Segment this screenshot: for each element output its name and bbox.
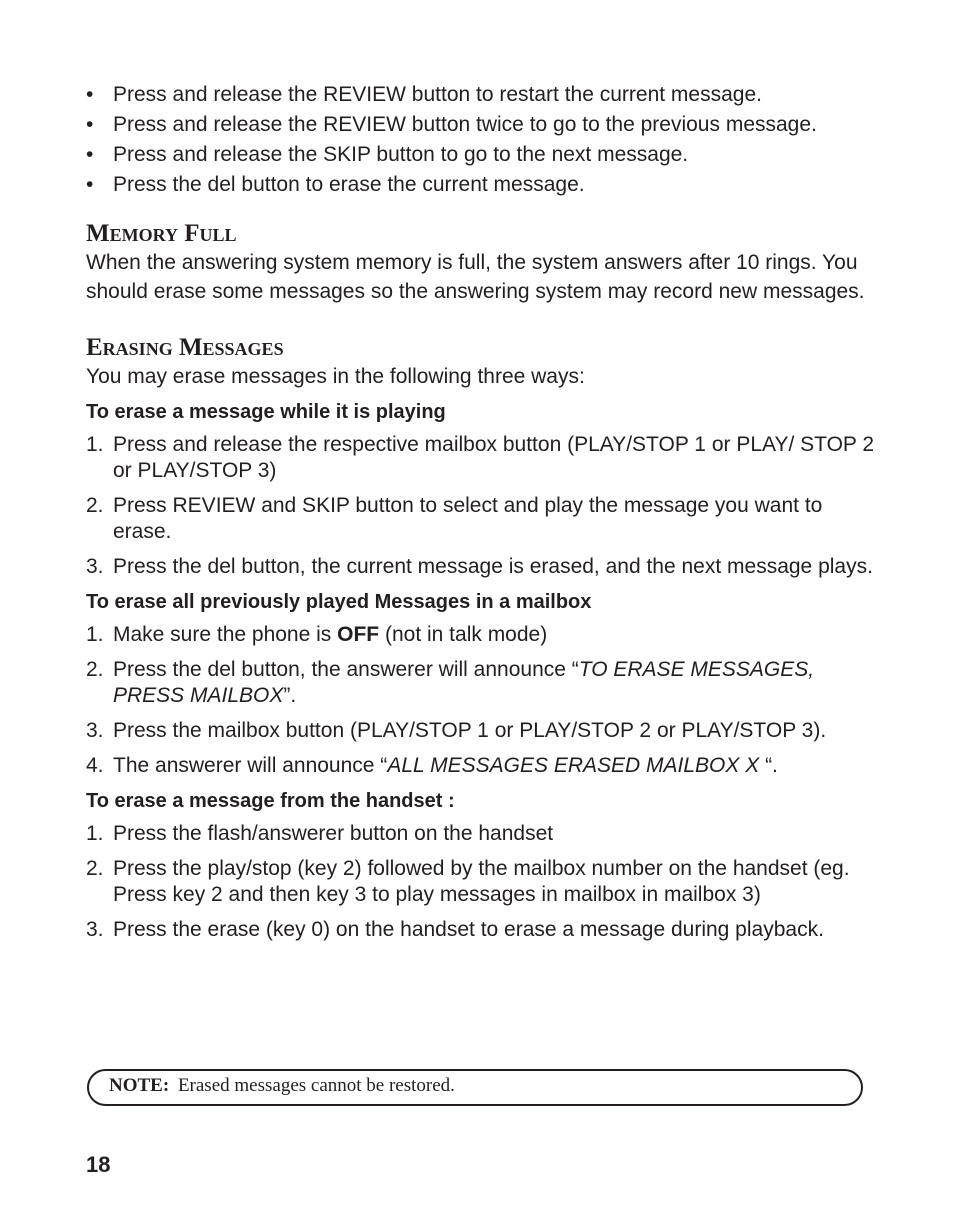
- list-item: [86, 856, 876, 908]
- step-text: Press REVIEW and SKIP button to select and play the message you want to erase.: [113, 494, 823, 543]
- list-item: [86, 493, 876, 545]
- list-item: [86, 753, 876, 779]
- step-text: Make sure the phone is: [113, 623, 338, 646]
- step-number: 2.: [86, 658, 104, 681]
- step-text: Press the play/stop (key 2) followed by the mailbox number on the handset (eg. Press key 2 and then key 3 to play messages in mailbox in mailbox 3): [113, 857, 850, 906]
- step-text-bold: OFF: [337, 623, 380, 646]
- step-text: Press and release the respective mailbox button (PLAY/STOP 1 or PLAY/ STOP 2 or PLAY/STOP 3): [113, 433, 875, 482]
- list-item: [86, 718, 876, 744]
- step-text: Press the mailbox button (PLAY/STOP 1 or PLAY/STOP 2 or PLAY/STOP 3).: [113, 719, 827, 742]
- erase-all-played-title: To erase all previously played Messages in a mailbox: [86, 591, 592, 613]
- memory-full-heading: Memory Full: [86, 220, 237, 247]
- step-text: Press the del button, the current message is erased, and the next message plays.: [113, 555, 873, 578]
- list-item: [86, 821, 876, 847]
- step-text: The answerer will announce “: [113, 754, 388, 777]
- list-item: • Press and release the REVIEW button twice to go to the previous message.: [86, 112, 876, 138]
- step-text: Press the erase (key 0) on the handset to erase a message during playback.: [113, 918, 824, 941]
- erase-while-playing-title: To erase a message while it is playing: [86, 401, 446, 423]
- erase-all-played-steps: [86, 622, 876, 779]
- step-number: 3.: [86, 719, 104, 742]
- list-item: [86, 554, 876, 580]
- step-number: 1.: [86, 433, 104, 456]
- step-number: 2.: [86, 857, 104, 880]
- step-text: Press the del button, the answerer will announce “: [113, 658, 579, 681]
- review-controls-list: [86, 82, 876, 198]
- erase-from-handset-steps: [86, 821, 876, 943]
- list-item: • Press the del button to erase the current message.: [86, 172, 876, 198]
- list-item: [86, 622, 876, 648]
- step-text: “.: [759, 754, 778, 777]
- step-number: 3.: [86, 555, 104, 578]
- step-text: (not in talk mode): [379, 623, 548, 646]
- list-item: • Press and release the REVIEW button to restart the current message.: [86, 82, 876, 108]
- erase-from-handset-title: To erase a message from the handset :: [86, 790, 455, 812]
- step-text: ”.: [283, 684, 297, 707]
- step-number: 3.: [86, 918, 104, 941]
- announcement-text: ALL MESSAGES ERASED MAILBOX X: [387, 754, 760, 777]
- page-content: [86, 82, 876, 952]
- note-label: NOTE:: [109, 1075, 170, 1096]
- list-item: • Press and release the SKIP button to go to the next message.: [86, 142, 876, 168]
- list-item: [86, 432, 876, 484]
- announcement-text: TO ERASE MESSAGES, PRESS MAILBOX: [113, 658, 815, 707]
- list-item: [86, 917, 876, 943]
- erase-while-playing-steps: [86, 432, 876, 580]
- erasing-messages-heading: Erasing Messages: [86, 334, 284, 361]
- step-number: 2.: [86, 494, 104, 517]
- page-number: 18: [86, 1152, 111, 1177]
- note-box: [87, 1069, 863, 1106]
- memory-full-body: When the answering system memory is full, the system answers after 10 rings. You should erase some messages so the answering system may record new messages.: [86, 251, 865, 303]
- note-text: Erased messages cannot be restored.: [177, 1075, 455, 1096]
- erasing-intro: You may erase messages in the following three ways:: [86, 365, 585, 388]
- step-text: Press the flash/answerer button on the handset: [113, 822, 554, 845]
- step-number: 1.: [86, 822, 104, 845]
- step-number: 4.: [86, 754, 104, 777]
- list-item: [86, 657, 876, 709]
- step-number: 1.: [86, 623, 104, 646]
